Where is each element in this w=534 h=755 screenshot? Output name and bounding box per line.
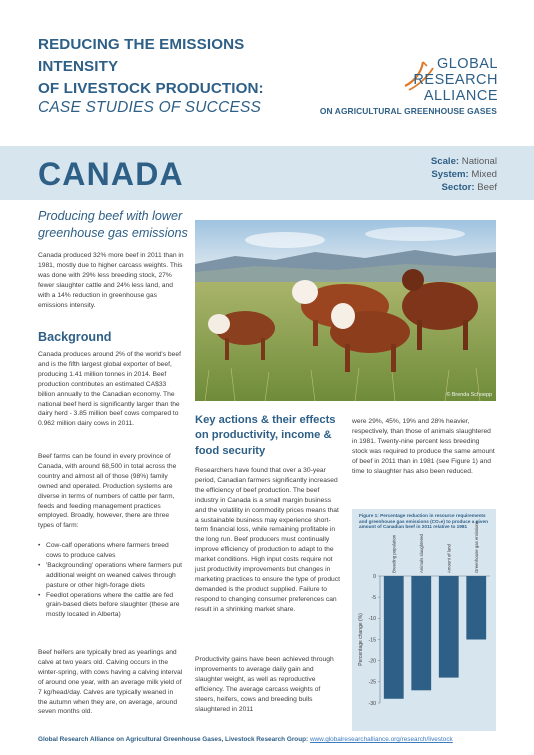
- system-label: System:: [431, 169, 469, 180]
- report-title-line-2: OF LIVESTOCK PRODUCTION:: [38, 80, 264, 97]
- y-tick-label: -15: [368, 637, 376, 644]
- gra-logo-line-1: GLOBAL: [436, 56, 498, 72]
- key-actions-heading: Key actions & their effects on productivity, income & food security: [195, 414, 336, 457]
- category-label: Amount of land: [446, 544, 452, 573]
- list-item: • Cow-calf operations where farmers breed cows to produce calves: [38, 541, 184, 561]
- category-label: Animals slaughtered: [418, 534, 424, 573]
- bar-2: [411, 576, 431, 690]
- case-metadata: [431, 155, 497, 194]
- report-title: [38, 34, 328, 100]
- category-label: Greenhouse gas emissions: [473, 520, 479, 573]
- intro-paragraph: Canada produced 32% more beef in 2011 than in 1981, mostly due to higher carcass weights. This was done with 29% less breeding stock, 27% fewer slaughter cattle and 24% less land, and with a 14% reduction in greenhouse gas emissions intensity.: [38, 252, 184, 309]
- list-item: • Feedlot operations where the cattle are fed grain-based diets before slaughter (these are mostly located in Alberta): [38, 591, 184, 621]
- cattle-photo: [195, 220, 496, 401]
- sector-row: [431, 181, 497, 194]
- sector-value: Beef: [477, 182, 497, 193]
- report-title-line-1: REDUCING THE EMISSIONS INTENSITY: [38, 36, 245, 75]
- background-paragraph-1: Canada produces around 2% of the world's beef and is the fifth largest global exporter of beef, producing 1.41 million tonnes in 2014. Beef production contributes an estimated CA$33 billion annually to the Canadian economy. The national beef herd is significantly larger than the dairy herd - 3.85 million beef cows compared to 0.962 million dairy cows in 2011.: [38, 351, 181, 428]
- report-subtitle: CASE STUDIES OF SUCCESS: [38, 99, 262, 116]
- background-paragraph-3: Beef heifers are typically bred as yearlings and calve at two years old. Calving occurs in the winter-spring, with cows having a calving interval of around one year, with an average milk yield of 7 kg/head/day. Calves are typically weaned in the autumn when they are, on average, around seven months old.: [38, 649, 183, 716]
- photo-credit: © Brenda Schoepp: [446, 392, 492, 398]
- figure-1-panel: [352, 509, 496, 731]
- gra-logo-line-3: ALLIANCE: [423, 88, 498, 104]
- footer-org: Global Research Alliance on Agricultural Greenhouse Gases, Livestock Research Group:: [38, 736, 309, 743]
- y-tick-label: -20: [368, 658, 376, 665]
- key-actions-paragraph-3: were 29%, 45%, 19% and 28% heavier, respectively, than those of animals slaughtered in 1981. Twenty-nine percent less breeding stock was required to produce the same amount of beef in 2011 than in 1981 (see Figure 1) and time to slaughter has also been reduced.: [352, 418, 495, 475]
- y-tick-label: -30: [368, 700, 376, 707]
- y-tick-label: -25: [368, 679, 376, 686]
- farm-types-list: [38, 541, 184, 620]
- background-paragraph-2: Beef farms can be found in every province of Canada, with around 68,500 in total across the country and almost all of those (98%) family owned and operated. Production systems are diverse in terms of numbers of cattle per farm, feeds and feeding management practices employed. Broadly, however, there are three types of farm:: [38, 453, 177, 530]
- bar-4: [466, 576, 486, 640]
- scale-row: [431, 155, 497, 168]
- case-tagline: Producing beef with lower greenhouse gas emissions: [38, 209, 188, 240]
- reduction-bar-chart: [352, 509, 496, 731]
- y-tick-label: 0: [373, 573, 376, 580]
- country-band: [0, 146, 534, 200]
- scale-value: National: [461, 156, 497, 167]
- scale-label: Scale:: [430, 156, 460, 167]
- bar-1: [384, 576, 404, 699]
- y-axis-label: Percentage change (%): [358, 613, 364, 666]
- cattle-photo-image: [195, 220, 496, 401]
- bar-3: [439, 576, 459, 678]
- key-actions-paragraph-2: Productivity gains have been achieved through improvements to average daily gain and slaughter weight, as well as reproductive efficiency. The average carcass weights of steers, heifers, cows and breeding bulls slaughtered in 2011: [195, 656, 334, 713]
- footer: [38, 736, 453, 743]
- system-value: Mixed: [471, 169, 497, 180]
- sector-label: Sector:: [441, 182, 475, 193]
- category-label: Breeding population: [391, 534, 397, 573]
- footer-link[interactable]: www.globalresearchalliance.org/research/livestock: [309, 736, 453, 743]
- key-actions-paragraph-1: Researchers have found that over a 30-year period, Canadian farmers significantly increased the efficiency of beef production. The beef industry in Canada is a small margin business and the volatility in commodity prices means that a sustainable business may experience short-term financial loss, while remaining profitable in the long run. Beef producers must continually improve efficiency of production to adapt to the market conditions. High input costs require not just productivity improvements but changes in marketing practices to ensure the type of product demanded is the product supplied. Failure to respond to changing consumer preferences can result in a shrinking market share.: [195, 467, 340, 613]
- gra-logo-text: [388, 56, 498, 104]
- y-tick-label: -10: [368, 616, 376, 623]
- y-tick-label: -5: [371, 594, 376, 601]
- figure-1-caption: Figure 1: Percentage reduction in resource requirements and greenhouse gas emissions (CO₂e) to produce a given amount of Canadian beef in 2011 relative to 1981: [359, 513, 488, 530]
- country-name: CANADA: [38, 156, 184, 192]
- system-row: [431, 168, 497, 181]
- gra-logo-line-2: RESEARCH: [413, 72, 498, 88]
- list-item: • 'Backgrounding' operations where farmers put additional weight on weaned calves through pasture or other high-forage diets: [38, 561, 184, 591]
- gra-logo-tagline: ON AGRICULTURAL GREENHOUSE GASES: [319, 106, 497, 116]
- background-heading: Background: [38, 330, 112, 344]
